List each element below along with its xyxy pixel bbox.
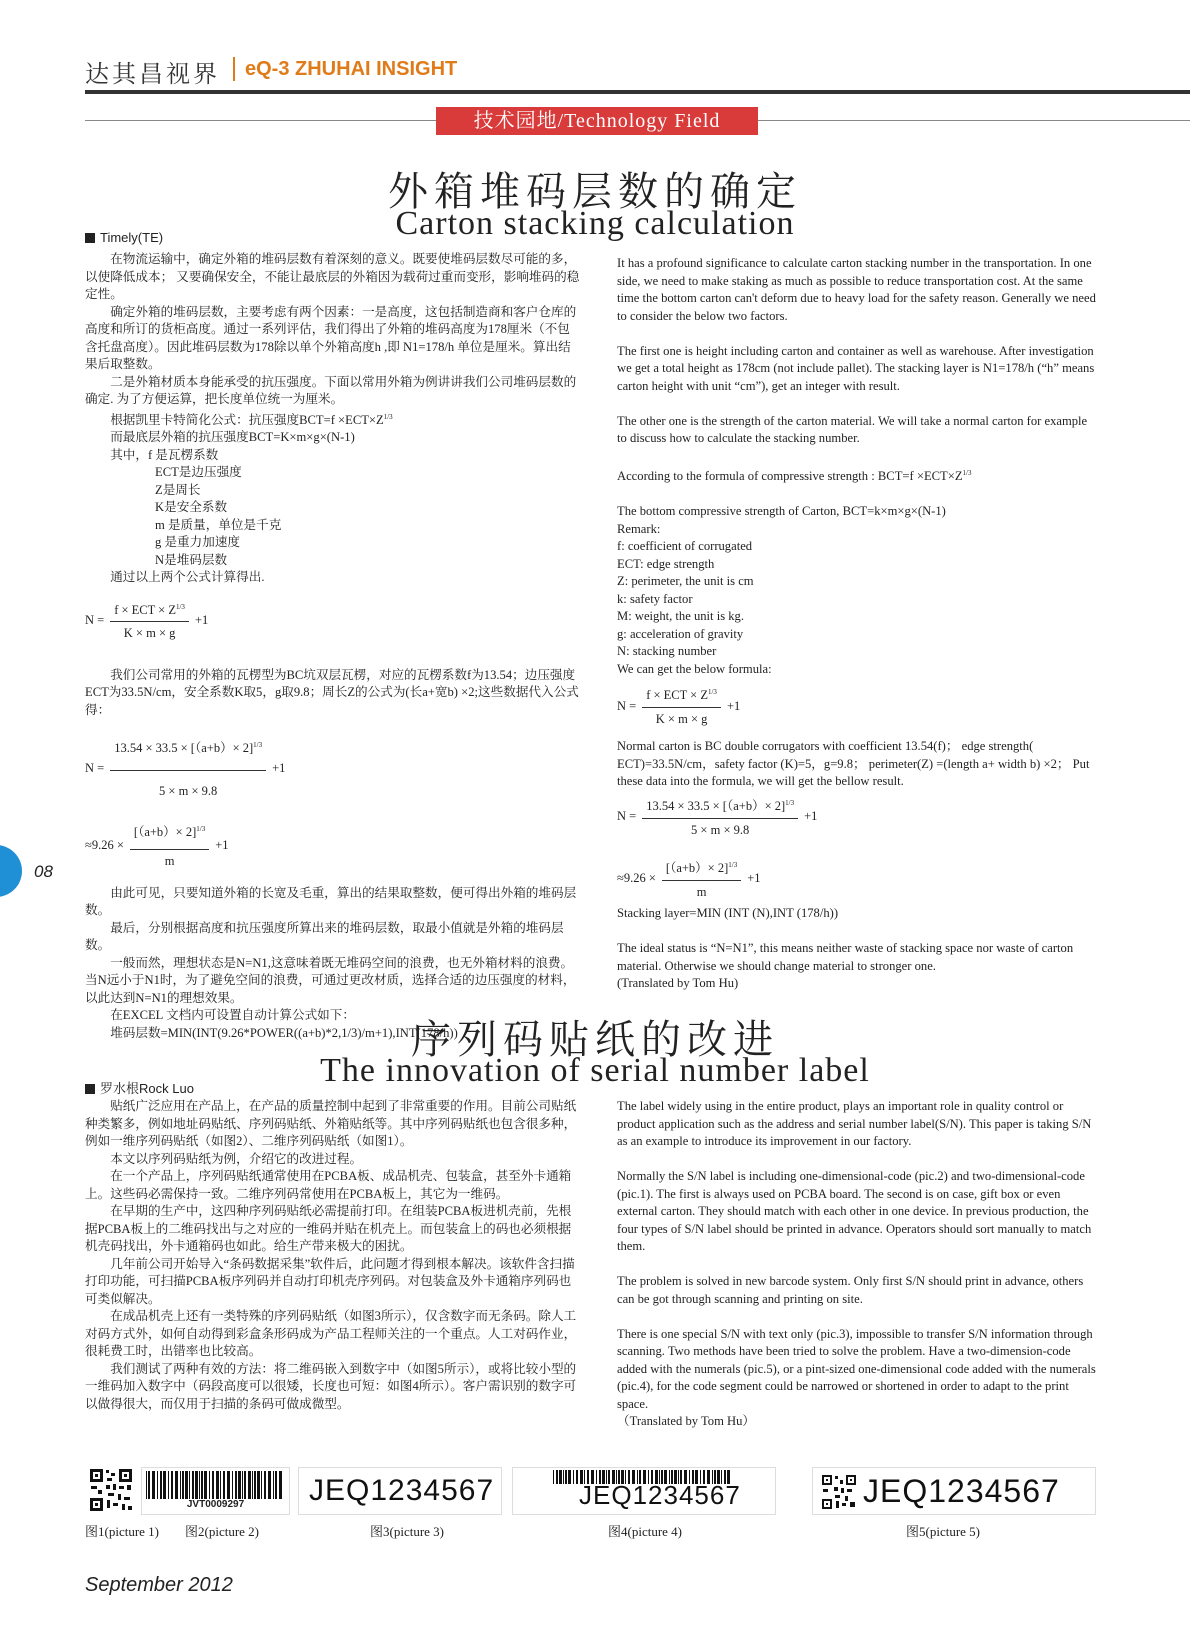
definition-item: K是安全系数 bbox=[155, 500, 228, 515]
barcode-bar bbox=[180, 1471, 181, 1499]
caption-picture-5: 图5(picture 5) bbox=[906, 1524, 981, 1539]
barcode-bar bbox=[268, 1471, 271, 1499]
formula-denominator: 5 × m × 9.8 bbox=[691, 822, 750, 837]
formula-n bbox=[617, 684, 740, 728]
barcode-bar bbox=[171, 1471, 173, 1499]
formula-lhs: N = bbox=[85, 761, 105, 776]
definition-item: m 是质量，单位是千克 bbox=[155, 517, 282, 532]
paragraph bbox=[617, 465, 1099, 486]
header-rule bbox=[85, 90, 1190, 94]
barcode-bar bbox=[189, 1471, 190, 1499]
formula-numerator bbox=[110, 737, 266, 771]
bct-formula-text: 根据凯里卡特简化公式：抗压强度BCT=f ×ECT×Z bbox=[110, 412, 384, 427]
formula-numerator bbox=[110, 599, 189, 623]
paragraph: The other one is the strength of the carton material. We will take a normal carton for example to discuss how to calculate the stacking number. bbox=[617, 413, 1088, 445]
formula-numerator bbox=[662, 857, 741, 881]
article1-title-en: Carton stacking calculation bbox=[395, 205, 795, 242]
barcode-bar bbox=[148, 1471, 150, 1499]
serial-number-text: JEQ1234567 bbox=[579, 1480, 741, 1510]
paragraph: 其中，f 是瓦楞系数 bbox=[110, 447, 219, 462]
exponent: 1/3 bbox=[962, 469, 972, 477]
barcode-bar bbox=[257, 1471, 260, 1499]
formula-numerator bbox=[642, 684, 721, 708]
barcode-bar bbox=[242, 1471, 243, 1499]
remark-label: Remark: bbox=[617, 521, 661, 536]
barcode-bar bbox=[244, 1471, 246, 1499]
page-number: 08 bbox=[34, 862, 53, 881]
translator-credit: (Translated by Tom Hu) bbox=[617, 976, 739, 991]
definition-item: g 是重力加速度 bbox=[155, 535, 241, 550]
exponent: 1/3 bbox=[728, 861, 738, 869]
paragraph: There is one special S/N with text only (pic.3), impossible to transfer S/N information through scanning. Two methods have been tried to solve the problem. Have a two-dimension-code added with the numerals (pic.5), or a pint-sized one-dimensional code added with the numerals (pic.4), for the code segment could be narrowed or shortened in order to adapt to the print space. bbox=[617, 1326, 1096, 1411]
article2-title-cn: 序列码贴纸的改进 bbox=[411, 1017, 779, 1062]
paragraph: 最后，分别根据高度和抗压强度所算出来的堆码层数，取最小值就是外箱的堆码层数。 bbox=[85, 920, 564, 953]
formula-plus: +1 bbox=[726, 698, 741, 713]
formula-lhs: ≈9.26 × bbox=[85, 837, 124, 852]
exponent: 1/3 bbox=[196, 824, 206, 833]
paragraph: 贴纸广泛应用在产品上，在产品的质量控制中起到了非常重要的作用。目前公司贴纸种类繁多，例如地址码贴纸、序列码贴纸、外箱贴纸等。其中序列码贴纸也包含很多种，例如一维序列码贴纸（如图2）、二维序列码贴纸（如图1）。 bbox=[85, 1099, 577, 1148]
formula-denominator: m bbox=[164, 854, 175, 869]
paragraph: 通过以上两个公式计算得出. bbox=[110, 570, 265, 585]
translator-credit: （Translated by Tom Hu） bbox=[617, 1414, 756, 1428]
barcode-bar bbox=[232, 1471, 233, 1499]
formula-plus: +1 bbox=[804, 809, 818, 824]
exponent: 1/3 bbox=[383, 412, 393, 421]
formula-substituted bbox=[617, 795, 817, 839]
formula-plus: +1 bbox=[194, 613, 209, 628]
barcode-bar bbox=[254, 1471, 256, 1499]
paragraph: Normally the S/N label is including one-dimensional-code (pic.2) and two-dimensional-code (pic.1). The first is always used on PCBA board. The second is on case, gift box or even external carton. They should match with each other in one device. In previous production, the four types of S/N label should be printed in advance. Operators should sort manually to match them. bbox=[617, 1169, 1092, 1253]
formula-lhs: N = bbox=[617, 809, 637, 824]
formula-plus: +1 bbox=[272, 761, 286, 776]
paragraph: 由此可见，只要知道外箱的长宽及毛重，算出的结果取整数，便可得出外箱的堆码层数。 bbox=[85, 885, 577, 918]
caption-picture-4: 图4(picture 4) bbox=[608, 1524, 683, 1539]
barcode-bar bbox=[264, 1471, 266, 1499]
paragraph: 我们测试了两种有效的方法：将二维码嵌入到数字中（如图5所示），或将比较小型的一维码加入数字中（码段高度可以很矮，长度也可短：如图4所示）。客户需识别的数字可以做得很大，而仅用于扫描的条码可做成微型。 bbox=[85, 1361, 577, 1411]
numerator-text: 13.54 × 33.5 × [（a+b）× 2] bbox=[114, 741, 254, 756]
paragraph: 在一个产品上，序列码贴纸通常使用在PCBA板、成品机壳、包装盒，甚至外卡通箱上。这些码必需保持一致。二维序列码常使用在PCBA板上，其它为一维码。 bbox=[85, 1169, 572, 1201]
definition-item: ECT是边压强度 bbox=[155, 465, 242, 480]
article2-cn-column bbox=[85, 1098, 580, 1413]
barcode-bar bbox=[273, 1471, 274, 1499]
paragraph: 在早期的生产中，这四种序列码贴纸必需提前打印。在组装PCBA板进机壳前，先根据PCBA板上的二维码找出与之对应的一维码并贴在机壳上。而包装盒上的码也必须根据机壳码找出，外卡通箱码也如此。给生产带来极大的困扰。 bbox=[85, 1204, 572, 1253]
barcode-bar bbox=[192, 1471, 194, 1499]
exponent: 1/3 bbox=[175, 602, 185, 611]
picture-3-label bbox=[298, 1467, 502, 1515]
picture-4-label bbox=[512, 1467, 776, 1515]
barcode-bar bbox=[157, 1471, 158, 1499]
formula-plus: +1 bbox=[215, 837, 229, 852]
magazine-title-cn: 达其昌视界 bbox=[85, 62, 220, 88]
formula-n bbox=[85, 599, 208, 643]
barcode-bar bbox=[201, 1471, 203, 1499]
paragraph: Normal carton is BC double corrugators with coefficient 13.54(f)； edge strength( ECT)=33.5N/cm，safety factor (K)=5，g=9.8； perimeter(Z) =(length a+ width b) ×2； Put these data into the formula, we will get the bellow result. bbox=[617, 739, 1090, 789]
remark-item: M: weight, the unit is kg. bbox=[617, 609, 744, 624]
remark-item: f: coefficient of corrugated bbox=[617, 539, 753, 554]
definition-item: N是堆码层数 bbox=[155, 552, 228, 567]
numerator-text: [（a+b）× 2] bbox=[133, 824, 197, 839]
formula-lhs: ≈9.26 × bbox=[617, 871, 656, 886]
barcode-bar bbox=[568, 1470, 571, 1484]
article1-en-column bbox=[617, 255, 1099, 993]
paragraph: 本文以序列码贴纸为例，介绍它的改进过程。 bbox=[110, 1151, 363, 1166]
paragraph: 确定外箱的堆码层数，主要考虑有两个因素：一是高度，这包括制造商和客户仓库的高度和所订的货柜高度。通过一系列评估，我们得出了外箱的堆码高度为178厘米（不包含托盘高度）。因此堆码层数为178除以单个外箱高度h ,即 N1=178/h 单位是厘米。算出结果后取整数。 bbox=[85, 304, 577, 371]
formula-numerator bbox=[130, 821, 209, 851]
paragraph: Stacking layer=MIN (INT (N),INT (178/h)) bbox=[617, 906, 839, 921]
definition-item: Z是周长 bbox=[155, 482, 201, 497]
article2-title-en: The innovation of serial number label bbox=[320, 1052, 870, 1089]
barcode-bar bbox=[261, 1471, 262, 1499]
page-tab-marker bbox=[0, 845, 22, 897]
remark-item: Z: perimeter, the unit is cm bbox=[617, 574, 754, 589]
formula-approx bbox=[85, 821, 229, 871]
paragraph: 在成品机壳上还有一类特殊的序列码贴纸（如图3所示），仅含数字而无条码。除人工对码方式外，如何自动得到彩盒条形码成为产品工程师关注的一个重点。人工对码作业，很耗费工时，出错率也比较高。 bbox=[85, 1309, 577, 1358]
formula-lhs: N = bbox=[85, 613, 105, 628]
formula-denominator: K × m × g bbox=[655, 711, 708, 726]
serial-number-text: JEQ1234567 bbox=[863, 1473, 1060, 1509]
article2-en-column bbox=[617, 1098, 1099, 1431]
picture-5-label bbox=[812, 1467, 1096, 1515]
bct-formula-text: According to the formula of compressive strength : BCT=f ×ECT×Z bbox=[617, 469, 963, 484]
formula-denominator: K × m × g bbox=[123, 626, 176, 641]
barcode-bar bbox=[238, 1471, 241, 1499]
formula-numerator bbox=[642, 795, 798, 819]
caption-picture-1: 图1(picture 1) bbox=[85, 1524, 160, 1539]
formula-denominator: m bbox=[696, 884, 707, 899]
barcode-bar bbox=[235, 1471, 237, 1499]
barcode-bar bbox=[220, 1471, 221, 1499]
numerator-text: f × ECT × Z bbox=[646, 688, 708, 703]
paragraph: 二是外箱材质本身能承受的抗压强度。下面以常用外箱为例讲讲我们公司堆码层数的确定. 为了方便运算，把长度单位统一为厘米。 bbox=[85, 374, 577, 406]
paragraph: We can get the below formula: bbox=[617, 661, 772, 676]
formula-lhs: N = bbox=[617, 698, 637, 713]
paragraph: The problem is solved in new barcode system. Only first S/N should print in advance, others can be got through scanning and printing on site. bbox=[617, 1274, 1084, 1306]
barcode-bar bbox=[175, 1471, 178, 1499]
formula-plus: +1 bbox=[747, 871, 761, 886]
serial-number-text: JEQ1234567 bbox=[309, 1474, 495, 1507]
qr-code-icon bbox=[821, 1474, 857, 1510]
barcode-bar bbox=[227, 1471, 230, 1499]
barcode-bar bbox=[248, 1471, 251, 1499]
remark-item: ECT: edge strength bbox=[617, 556, 715, 571]
paragraph: 一般而然，理想状态是N=N1,这意味着既无堆码空间的浪费，也无外箱材料的浪费。当N远小于N1时，为了避免空间的浪费，可通过更改材质，选择合适的边压强度的材料，以此达到N=N1的理想效果。 bbox=[85, 955, 576, 1005]
excel-formula: 堆码层数=MIN(INT(9.26*POWER((a+b)*2,1/3)/m+1),INT(178/h)) bbox=[110, 1025, 458, 1040]
paragraph: 在EXCEL 文档内可设置自动计算公式如下： bbox=[110, 1008, 355, 1023]
magazine-title-en: eQ-3 ZHUHAI INSIGHT bbox=[245, 58, 458, 80]
barcode-bar bbox=[553, 1470, 554, 1484]
formula-approx bbox=[617, 857, 761, 901]
barcode-bar bbox=[146, 1471, 147, 1499]
paragraph: The ideal status is “N=N1”, this means neither waste of stacking space nor waste of carton material. Otherwise we should change material to stronger one. bbox=[617, 941, 1074, 973]
barcode-bar bbox=[565, 1470, 567, 1484]
section-tag: 技术园地/Technology Field bbox=[436, 107, 758, 135]
barcode-bar bbox=[163, 1471, 166, 1499]
barcode-bar bbox=[216, 1471, 219, 1499]
barcode-bar bbox=[168, 1471, 169, 1499]
header-separator bbox=[233, 57, 235, 81]
barcode-bar bbox=[573, 1470, 574, 1484]
paragraph: 而最底层外箱的抗压强度BCT=K×m×g×(N-1) bbox=[110, 430, 355, 445]
barcode-bar bbox=[252, 1471, 253, 1499]
paragraph: 我们公司常用的外箱的瓦楞型为BC坑双层瓦楞，对应的瓦楞系数f为13.54；边压强度ECT为33.5N/cm，安全系数K取5，g取9.8；周长Z的公式为(长a+宽b) ×2;这些数据代入公式得： bbox=[85, 667, 579, 717]
barcode-bars bbox=[146, 1471, 285, 1499]
barcode-bar bbox=[160, 1471, 162, 1499]
picture-2-barcode bbox=[141, 1467, 290, 1515]
remark-item: N: stacking number bbox=[617, 644, 717, 659]
barcode-bar bbox=[223, 1471, 225, 1499]
barcode-number: JVT0009297 bbox=[186, 1499, 245, 1510]
article1-author: Timely(TE) bbox=[100, 230, 164, 245]
qr-code-icon bbox=[88, 1467, 134, 1513]
numerator-text: f × ECT × Z bbox=[114, 602, 176, 617]
picture-1-qr bbox=[88, 1467, 134, 1513]
barcode-bar bbox=[563, 1470, 564, 1484]
paragraph: The label widely using in the entire product, plays an important role in quality control or product application such as the address and serial number label(S/N). This paper is taking S/N as an example to introduce its improvement in our factory. bbox=[617, 1099, 1092, 1148]
article1-cn-column bbox=[85, 251, 580, 1042]
paragraph: The first one is height including carton and container as well as warehouse. After investigation we get a total height as 178cm (not include pallet). The stacking layer is N1=178/h (“h” means carton height with unit “cm”), get an integer with result. bbox=[617, 343, 1095, 393]
article1-title-cn: 外箱堆码层数的确定 bbox=[388, 169, 802, 214]
paragraph: 几年前公司开始导入“条码数据采集”软件后，此问题才得到根本解决。该软件含扫描打印功能，可扫描PCBA板序列码并自动打印机壳序列码。对包装盒及外卡通箱序列码也可类似解决。 bbox=[85, 1256, 575, 1306]
paragraph: The bottom compressive strength of Carton, BCT=k×m×g×(N-1) bbox=[617, 504, 946, 519]
barcode-bar bbox=[204, 1471, 207, 1499]
caption-picture-3: 图3(picture 3) bbox=[370, 1524, 445, 1539]
barcode-bar bbox=[195, 1471, 198, 1499]
article2-author: 罗水根Rock Luo bbox=[100, 1081, 194, 1096]
formula-substituted bbox=[85, 737, 285, 800]
paragraph bbox=[85, 409, 580, 430]
paragraph: 在物流运输中，确定外箱的堆码层数有着深刻的意义。既要使堆码层数尽可能的多，以使降低成本； 又要确保安全，不能让最底层的外箱因为载荷过重而变形，影响堆码的稳定性。 bbox=[85, 252, 580, 301]
numerator-text: 13.54 × 33.5 × [（a+b）× 2] bbox=[646, 799, 786, 813]
barcode-bar bbox=[199, 1471, 200, 1499]
barcode-bar bbox=[279, 1471, 282, 1499]
barcode-bar bbox=[152, 1471, 155, 1499]
barcode-bar bbox=[275, 1471, 277, 1499]
paragraph: It has a profound significance to calculate carton stacking number in the transportation. In one side, we need to make staking as much as possible to reduce transportation cost. At the same time the bottom carton can't deform due to heavy load for the safety reason. Generally we need to consider the below two factors. bbox=[617, 256, 1096, 323]
caption-picture-2: 图2(picture 2) bbox=[185, 1524, 260, 1539]
barcode-bar bbox=[576, 1470, 578, 1484]
exponent: 1/3 bbox=[253, 741, 263, 750]
barcode-bar bbox=[185, 1471, 188, 1499]
remark-item: k: safety factor bbox=[617, 591, 693, 606]
article2-byline bbox=[85, 1078, 194, 1097]
barcode-bar bbox=[182, 1471, 184, 1499]
formula-denominator: 5 × m × 9.8 bbox=[159, 784, 218, 798]
numerator-text: [（a+b）× 2] bbox=[665, 861, 729, 876]
barcode-bar bbox=[559, 1470, 562, 1484]
article1-byline bbox=[85, 230, 163, 245]
exponent: 1/3 bbox=[785, 798, 795, 807]
barcode-bar bbox=[209, 1471, 210, 1499]
remark-item: g: acceleration of gravity bbox=[617, 626, 744, 641]
exponent: 1/3 bbox=[707, 688, 717, 697]
issue-date: September 2012 bbox=[85, 1574, 233, 1596]
barcode-bar bbox=[556, 1470, 558, 1484]
barcode-bar bbox=[212, 1471, 214, 1499]
